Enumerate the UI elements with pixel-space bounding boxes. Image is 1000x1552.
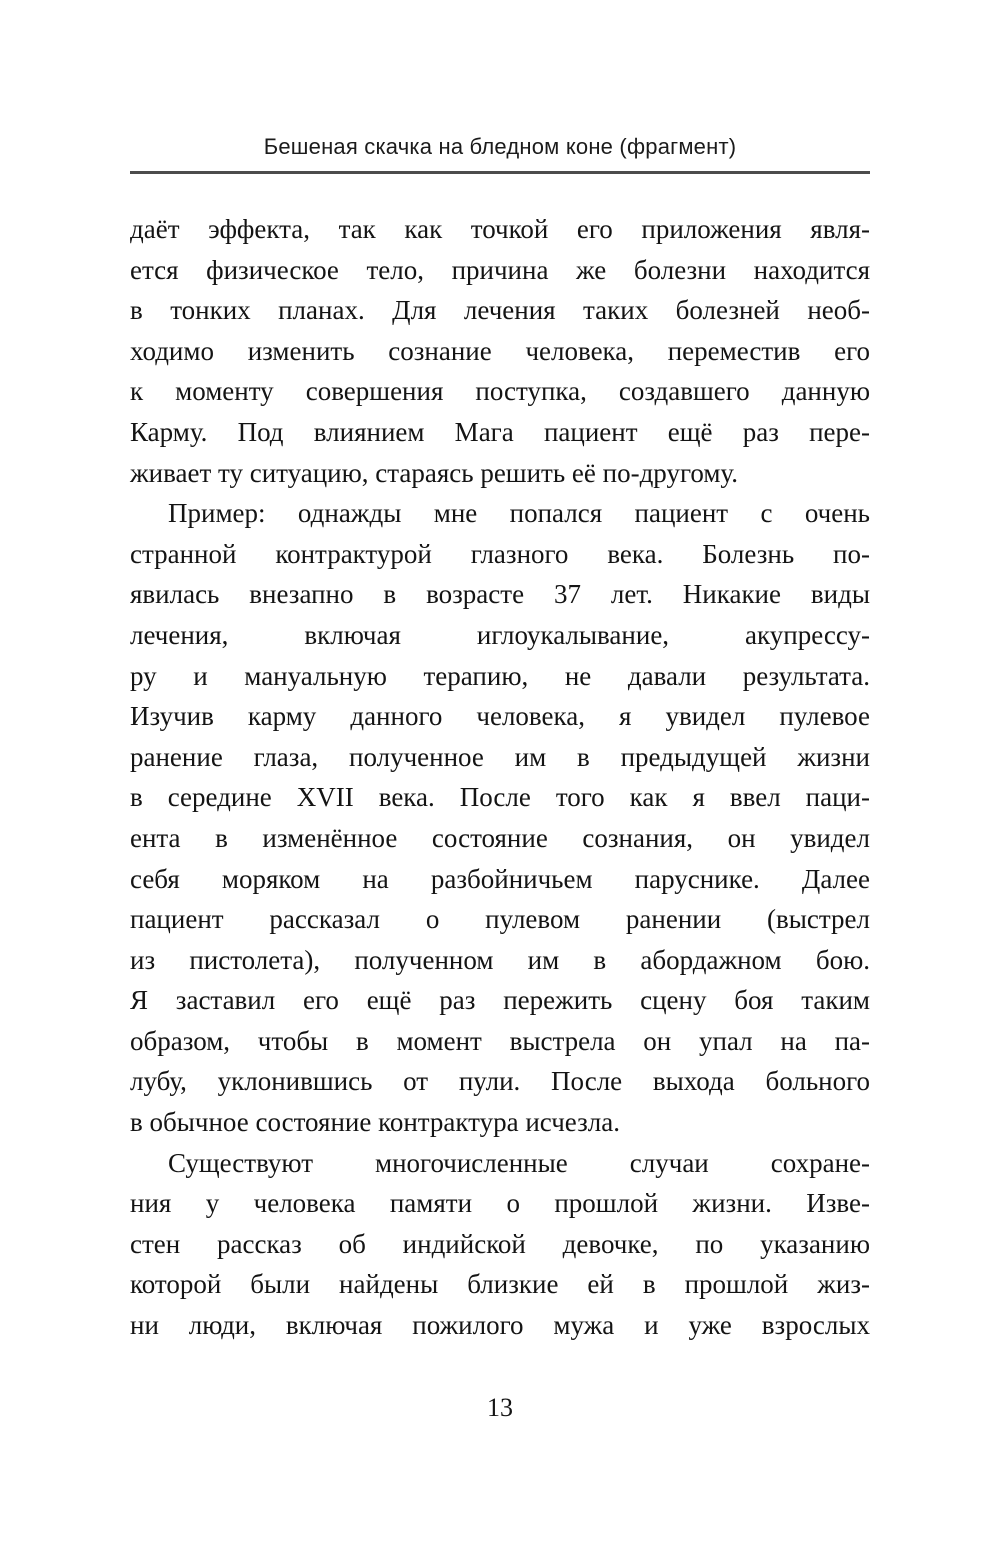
text-line: себя моряком на разбойничьем паруснике. Далее bbox=[130, 863, 870, 894]
text-line: которой были найдены близкие ей в прошлой жиз- bbox=[130, 1269, 870, 1300]
text-line: в середине XVII века. После того как я ввел паци- bbox=[130, 782, 870, 813]
text-line: странной контрактурой глазного века. Болезнь по- bbox=[130, 538, 870, 569]
text-line: из пистолета), полученном им в абордажном бою. bbox=[130, 944, 870, 975]
text-line: ента в изменённое состояние сознания, он увидел bbox=[130, 822, 870, 853]
text-line: к моменту совершения поступка, создавшего данную bbox=[130, 376, 870, 407]
text-line: Изучив карму данного человека, я увидел пулевое bbox=[130, 701, 870, 732]
text-line: стен рассказ об индийской девочке, по указанию bbox=[130, 1228, 870, 1259]
header-rule bbox=[130, 171, 870, 174]
text-line: пациент рассказал о пулевом ранении (выстрел bbox=[130, 904, 870, 935]
running-header-title: Бешеная скачка на бледном коне (фрагмент) bbox=[263, 134, 737, 159]
text-line: ния у человека памяти о прошлой жизни. Изве- bbox=[130, 1188, 870, 1219]
text-line: явилась внезапно в возрасте 37 лет. Никакие виды bbox=[130, 579, 870, 610]
text-line: Карму. Под влиянием Мага пациент ещё раз пере- bbox=[130, 416, 870, 447]
text-line: в обычное состояние контрактура исчезла. bbox=[130, 1107, 620, 1138]
text-line: ранение глаза, полученное им в предыдущей жизни bbox=[130, 741, 870, 772]
paragraph bbox=[130, 493, 870, 1143]
text-line: ется физическое тело, причина же болезни находится bbox=[130, 254, 870, 285]
text-line: Я заставил его ещё раз пережить сцену боя таким bbox=[130, 985, 870, 1016]
text-line: даёт эффекта, так как точкой его приложения явля- bbox=[130, 214, 870, 244]
text-line: в тонких планах. Для лечения таких болезней необ- bbox=[130, 295, 870, 326]
text-line: образом, чтобы в момент выстрела он упал на па- bbox=[130, 1025, 870, 1056]
page-number: 13 bbox=[487, 1393, 513, 1422]
text-line: лечения, включая иглоукалывание, акупрессу- bbox=[130, 619, 870, 650]
page-text bbox=[130, 209, 870, 1346]
text-line: лубу, уклонившись от пули. После выхода больного bbox=[130, 1066, 870, 1097]
text-line: Существуют многочисленные случаи сохране- bbox=[168, 1147, 870, 1178]
text-line: ни люди, включая пожилого мужа и уже взрослых bbox=[130, 1310, 870, 1341]
text-line: Пример: однажды мне попался пациент с очень bbox=[168, 498, 870, 529]
text-line: живает ту ситуацию, стараясь решить её по-другому. bbox=[130, 457, 738, 488]
paragraph bbox=[130, 209, 870, 493]
paragraph bbox=[130, 1143, 870, 1346]
text-line: ру и мануальную терапию, не давали результата. bbox=[130, 660, 870, 691]
text-line: ходимо изменить сознание человека, переместив его bbox=[130, 335, 870, 366]
